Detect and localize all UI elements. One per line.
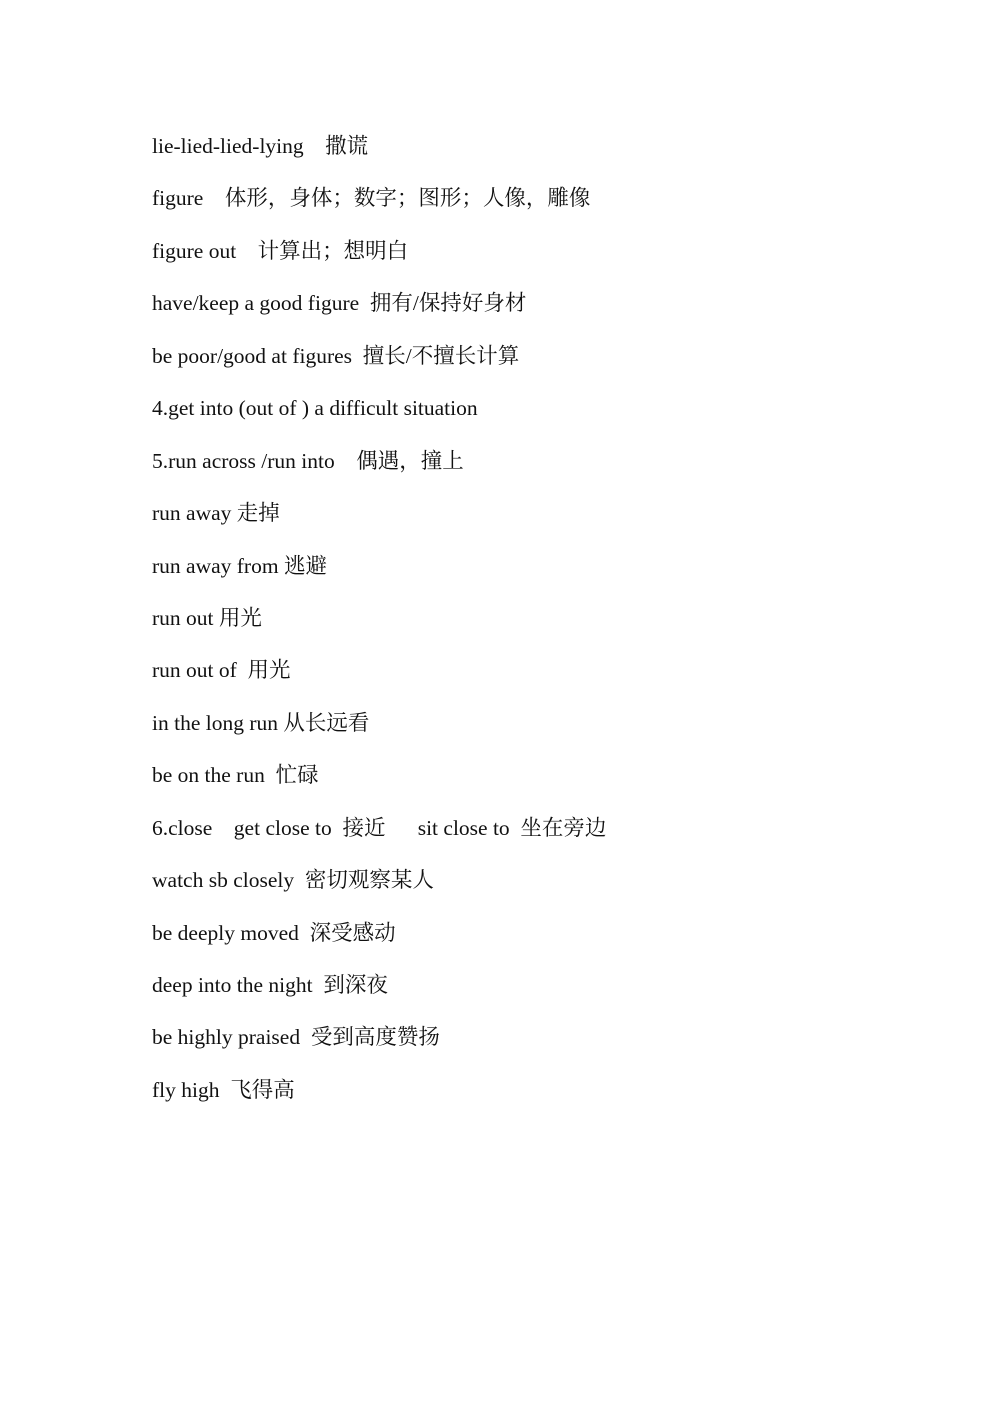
vocab-line: in the long run 从长远看 (152, 710, 370, 735)
vocab-line: be poor/good at figures 擅长/不擅长计算 (152, 343, 520, 368)
vocab-line: run away from 逃避 (152, 553, 327, 578)
vocab-line: 5.run across /run into 偶遇，撞上 (152, 448, 464, 473)
vocab-line: deep into the night 到深夜 (152, 973, 388, 997)
vocab-line: figure 体形，身体；数字；图形；人像，雕像 (152, 186, 591, 211)
vocab-line: be highly praised 受到高度赞扬 (152, 1025, 440, 1050)
vocab-line: run away 走掉 (152, 501, 280, 526)
vocab-line: figure out 计算出；想明白 (152, 238, 409, 263)
vocab-line: be deeply moved 深受感动 (152, 920, 396, 945)
vocab-line: 4.get into (out of ) a difficult situation (152, 396, 478, 421)
vocab-line: be on the run 忙碌 (152, 763, 319, 788)
vocab-line: fly high 飞得高 (152, 1077, 295, 1102)
vocab-line: watch sb closely 密切观察某人 (152, 868, 434, 893)
vocab-line: have/keep a good figure 拥有/保持好身材 (152, 291, 527, 316)
vocab-line: 6.close get close to 接近 sit close to 坐在旁边 (152, 815, 607, 840)
vocab-line: lie-lied-lied-lying 撒谎 (152, 134, 369, 158)
vocab-line: run out of 用光 (152, 658, 291, 683)
vocab-line: run out 用光 (152, 605, 262, 630)
document-page (152, 131, 606, 1127)
